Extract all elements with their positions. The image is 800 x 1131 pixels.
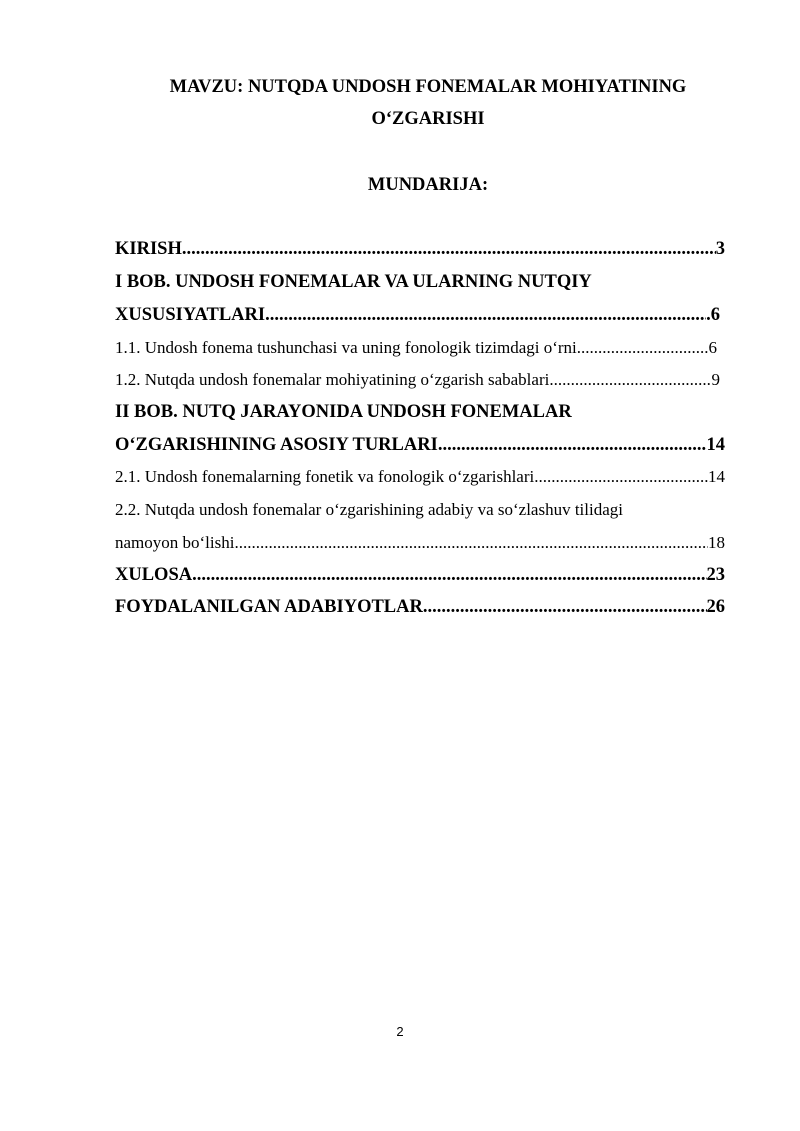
document-title-line1: MAVZU: NUTQDA UNDOSH FONEMALAR MOHIYATINING <box>169 77 687 97</box>
toc-leader-dots <box>234 532 708 554</box>
toc-leader-dots <box>534 466 708 488</box>
toc-entry-label: 1.2. Nutqda undosh fonemalar mohiyatining o‘zgarish sabablari <box>115 370 550 389</box>
toc-entry-page: 3 <box>715 239 725 259</box>
toc-entry-kirish[interactable] <box>115 238 725 260</box>
toc-leader-dots <box>549 369 711 391</box>
toc-entry-label: XULOSA <box>115 565 193 585</box>
toc-entry-page: 9 <box>711 370 720 389</box>
toc-leader-dots <box>192 564 706 586</box>
toc-entry-2-1[interactable] <box>115 466 725 488</box>
toc-entry-2-2[interactable] <box>115 532 725 554</box>
toc-entry-label: 2.1. Undosh fonemalarning fonetik va fonologik o‘zgarishlari <box>115 467 535 486</box>
toc-heading: MUNDARIJA: <box>367 175 489 195</box>
toc-entry-page: 14 <box>706 435 725 455</box>
toc-entry-page: 18 <box>708 533 725 552</box>
toc-entry-label: FOYDALANILGAN ADABIYOTLAR <box>115 597 423 617</box>
toc-entry-page: 14 <box>708 467 725 486</box>
toc-entry-1-1[interactable] <box>115 337 717 359</box>
toc-entry-label: namoyon bo‘lishi <box>115 533 235 552</box>
toc-leader-dots <box>577 337 709 359</box>
toc-entry-1-2[interactable] <box>115 369 720 391</box>
toc-entry-label: O‘ZGARISHINING ASOSIY TURLARI <box>115 435 438 455</box>
document-title-line2: O‘ZGARISHI <box>371 109 485 129</box>
toc-entry-page: 23 <box>706 565 725 585</box>
toc-leader-dots <box>423 596 707 618</box>
toc-entry-xulosa[interactable] <box>115 564 725 586</box>
toc-entry-page: 6 <box>708 338 717 357</box>
toc-entry-bob2[interactable] <box>115 434 725 456</box>
toc-leader-dots <box>438 434 707 456</box>
toc-entry-label: 1.1. Undosh fonema tushunchasi va uning fonologik tizimdagi o‘rni <box>115 338 577 357</box>
toc-entry-label: XUSUSIYATLARI <box>115 305 266 325</box>
toc-entry-bob1[interactable] <box>115 304 720 326</box>
toc-entry-bob1-line1[interactable]: I BOB. UNDOSH FONEMALAR VA ULARNING NUTQIY <box>115 272 592 292</box>
toc-entry-2-2-line1[interactable]: 2.2. Nutqda undosh fonemalar o‘zgarishining adabiy va so‘zlashuv tilidagi <box>115 500 623 519</box>
toc-entry-bob2-line1[interactable]: II BOB. NUTQ JARAYONIDA UNDOSH FONEMALAR <box>115 402 572 422</box>
page-number: 2 <box>396 1024 404 1039</box>
toc-entry-adabiyotlar[interactable] <box>115 596 725 618</box>
toc-entry-page: .6 <box>706 305 720 325</box>
toc-entry-label: KIRISH <box>115 239 182 259</box>
toc-entry-page: 26 <box>706 597 725 617</box>
toc-leader-dots <box>182 238 716 260</box>
toc-leader-dots <box>265 304 706 326</box>
